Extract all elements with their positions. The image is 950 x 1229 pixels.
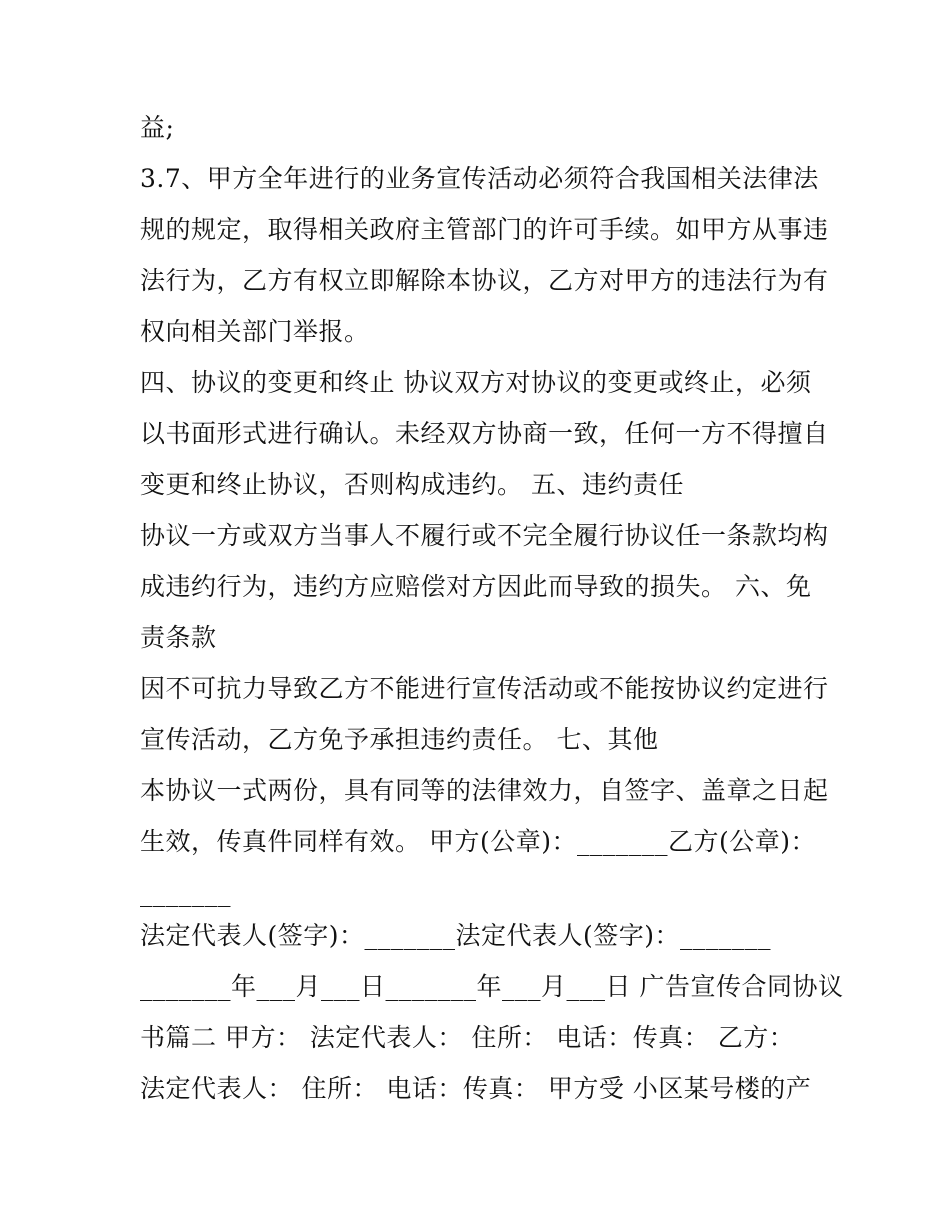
text-line: 责条款 [140, 623, 217, 652]
text-line: 规的规定，取得相关政府主管部门的许可手续。如甲方从事违 [140, 215, 829, 244]
text-line: 因不可抗力导致乙方不能进行宣传活动或不能按协议约定进行 [140, 674, 829, 703]
text-line: 本协议一式两份，具有同等的法律效力，自签字、盖章之日起 [140, 776, 829, 805]
text-line: 权向相关部门举报。 [140, 317, 370, 346]
text-line: 法定代表人(签字)：_______法定代表人(签字)：_______ [140, 921, 772, 950]
text-line: 法行为，乙方有权立即解除本协议，乙方对甲方的违法行为有 [140, 266, 829, 295]
text-line: 以书面形式进行确认。未经双方协商一致，任何一方不得擅自 [140, 419, 829, 448]
text-line: 协议一方或双方当事人不履行或不完全履行协议任一条款均构 [140, 521, 829, 550]
text-line: 成违约行为，违约方应赔偿对方因此而导致的损失。 六、免 [140, 572, 812, 601]
text-line: 3.7、甲方全年进行的业务宣传活动必须符合我国相关法律法 [140, 164, 819, 193]
text-line: _______ [140, 878, 231, 907]
text-line: 四、协议的变更和终止 协议双方对协议的变更或终止，必须 [140, 368, 812, 397]
text-line: 益; [140, 113, 175, 142]
text-line: _______年___月___日_______年___月___日 广告宣传合同协议 [140, 972, 844, 1001]
text-line: 宣传活动，乙方免予承担违约责任。 七、其他 [140, 725, 659, 754]
text-line: 变更和终止协议，否则构成违约。 五、违约责任 [140, 470, 684, 499]
text-line: 生效，传真件同样有效。 甲方(公章)：_______乙方(公章)： [140, 827, 816, 856]
text-line: 法定代表人： 住所： 电话：传真： 甲方受 小区某号楼的产 [140, 1074, 812, 1103]
text-line: 书篇二 甲方： 法定代表人： 住所： 电话：传真： 乙方： [140, 1023, 795, 1052]
